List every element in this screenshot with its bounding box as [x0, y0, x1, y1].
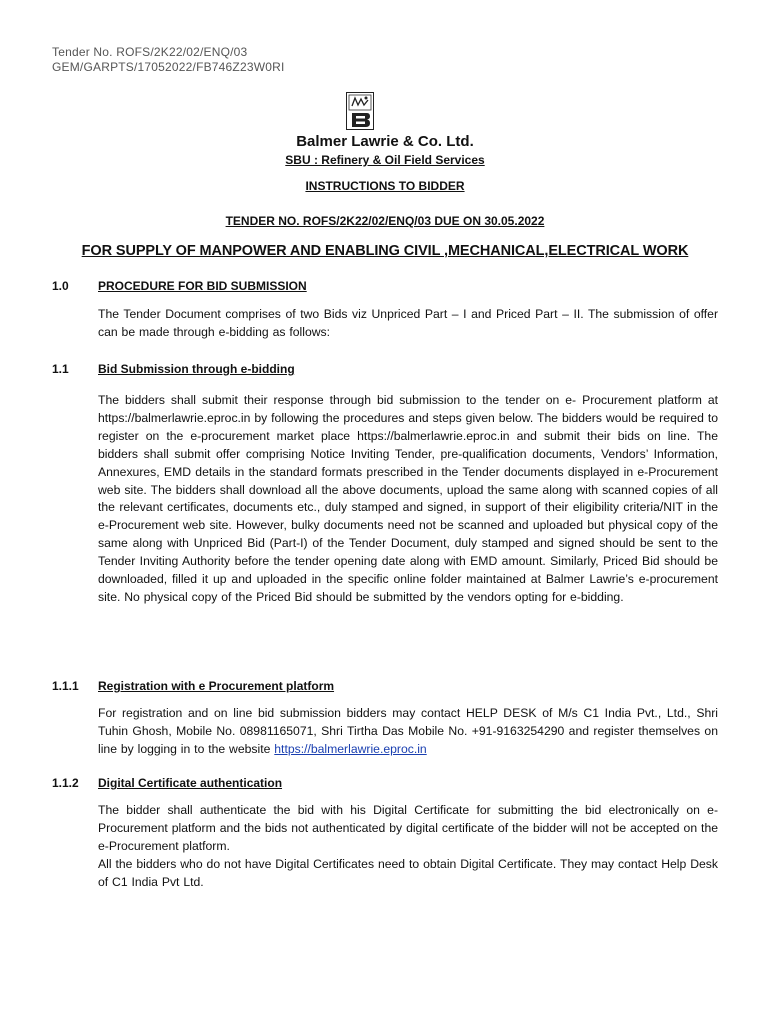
registration-text: For registration and on line bid submission bidders may contact HELP DESK of M/s C1 India Pvt., Ltd., Shri Tuhin Ghosh, Mobile No. 08981165071, Shri Tirtha Das Mobile No. +91-9163254290 and register themselves on line by logging in to the website [98, 706, 718, 756]
digital-certificate-text-1: The bidder shall authenticate the bid with his Digital Certificate for submitting the bid electronically on e-Procurement platform and the bids not authenticated by digital certificate of the bidder will not be accepted on the e-Procurement platform. [98, 803, 718, 853]
company-logo-icon [346, 92, 374, 130]
section-number: 1.1 [52, 362, 69, 376]
section-title: Registration with e Procurement platform [98, 679, 335, 693]
section-paragraph [98, 802, 718, 892]
sbu-line: SBU : Refinery & Oil Field Services [285, 153, 485, 167]
section-paragraph: The bidders shall submit their response through bid submission to the tender on e- Procurement platform at https://balmerlawrie.eproc.in by following the procedures and steps given below. The bidders would be required to register on the e-procurement market place https://balmerlawrie.eproc.in and submit their bids on line. The bidders shall submit offer comprising Notice Inviting Tender, pre-qualification documents, Vendors’ Information, Annexures, EMD details in the standard formats prescribed in the Tender documents displayed in e-Procurement web site. The bidders shall download all the above documents, upload the same along with scanned copies of all the relevant certificates, documents etc., duly stamped and signed, in support of their eligibility criteria/NIT in the e-Procurement web site. However, bulky documents need not be scanned and uploaded but physical copy of the same along with Unpriced Bid (Part-I) of the Tender Document, duly stamped and signed should be sent to the Tender Inviting Authority before the tender opening date along with EMD amount. Similarly, Priced Bid should be downloaded, filled it up and uploaded in the specific online folder maintained at Balmer Lawrie’s e-procurement site. No physical copy of the Priced Bid should be submitted by the vendors opting for e-bidding. [98, 393, 718, 604]
tender-ref-line2: GEM/GARPTS/17052022/FB746Z23W0RI [52, 60, 285, 74]
section-number: 1.0 [52, 279, 69, 293]
section-paragraph [98, 705, 718, 759]
section-title: PROCEDURE FOR BID SUBMISSION [98, 279, 307, 293]
section-paragraph: The Tender Document comprises of two Bids viz Unpriced Part – I and Priced Part – II. The submission of offer can be made through e-bidding as follows: [98, 307, 718, 339]
company-name: Balmer Lawrie & Co. Ltd. [296, 133, 474, 150]
tender-due-line: TENDER NO. ROFS/2K22/02/ENQ/03 DUE ON 30.05.2022 [225, 214, 545, 228]
tender-ref-line1: Tender No. ROFS/2K22/02/ENQ/03 [52, 45, 248, 59]
section-number: 1.1.2 [52, 776, 79, 790]
section-title: Digital Certificate authentication [98, 776, 283, 790]
instructions-heading: INSTRUCTIONS TO BIDDER [305, 179, 465, 193]
section-number: 1.1.1 [52, 679, 79, 693]
section-title: Bid Submission through e-bidding [98, 362, 295, 376]
main-heading: FOR SUPPLY OF MANPOWER AND ENABLING CIVIL ,MECHANICAL,ELECTRICAL WORK [81, 243, 689, 259]
eproc-website-link[interactable]: https://balmerlawrie.eproc.in [274, 741, 427, 756]
digital-certificate-text-2: All the bidders who do not have Digital Certificates need to obtain Digital Certificate. They may contact Help Desk of C1 India Pvt Ltd. [98, 856, 718, 889]
